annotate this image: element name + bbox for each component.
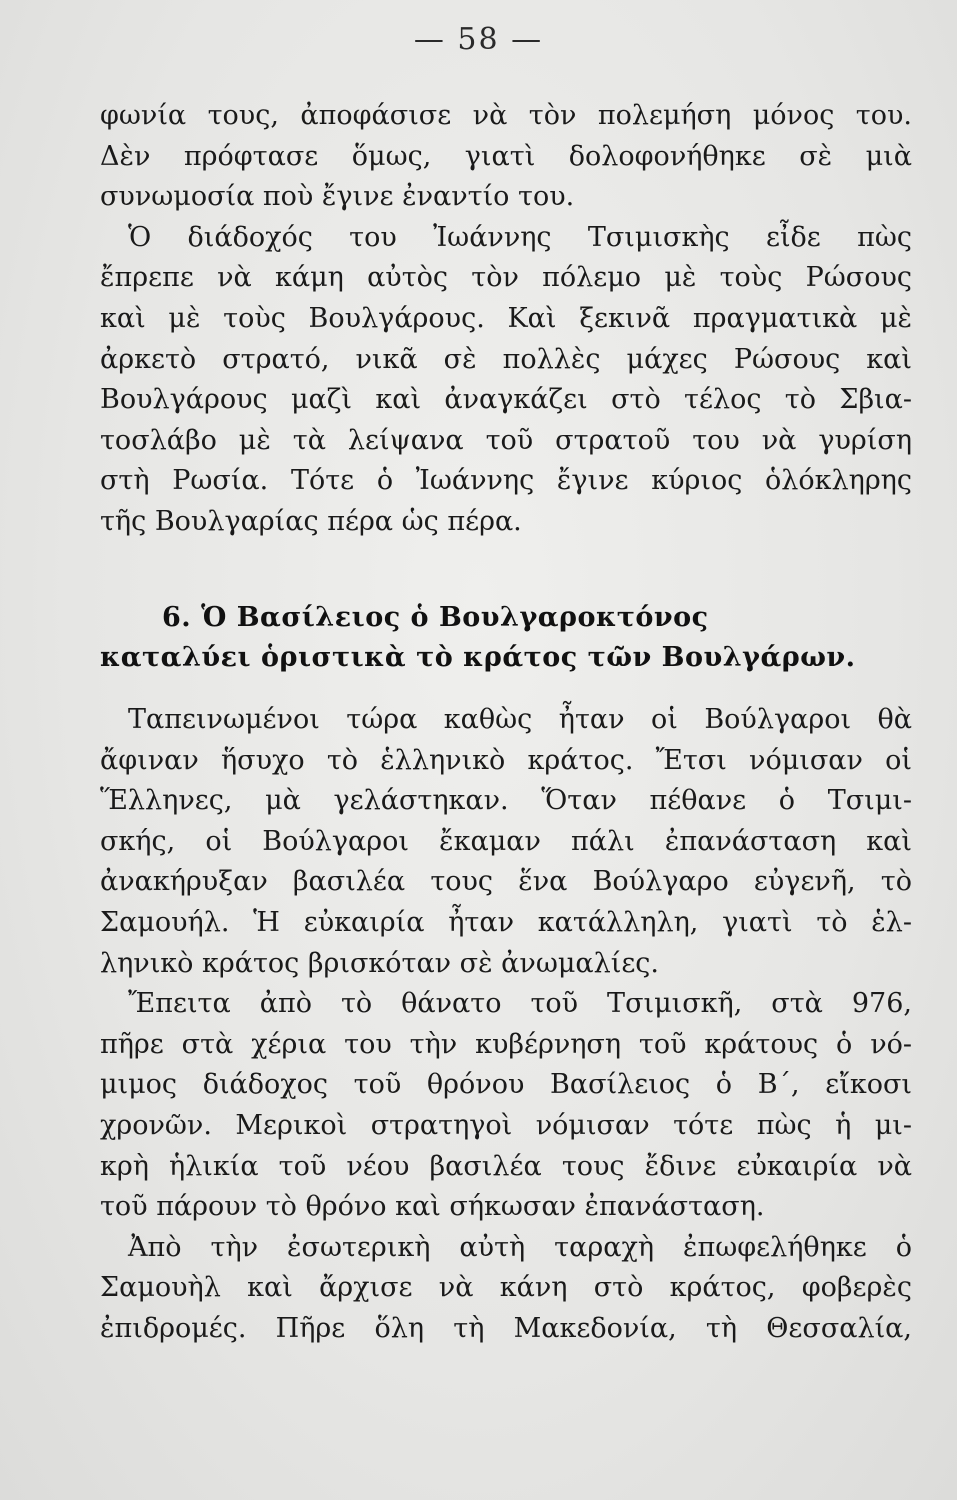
paragraph-4 (100, 984, 912, 1228)
text-block-lower (100, 700, 912, 1350)
text-line: ἔπρεπε νὰ κάμη αὐτὸς τὸν πόλεμο μὲ τοὺς Ρώσους (100, 262, 912, 294)
text-line: μιμος διάδοχος τοῦ θρόνου Βασίλειος ὁ Β΄, εἴκοσι (100, 1069, 912, 1101)
text-line: Ταπεινωμένοι τώρα καθὼς ἦταν οἱ Βούλγαροι θὰ (128, 704, 912, 735)
text-line: τοῦ πάρουν τὸ θρόνο καὶ σήκωσαν ἐπανάσταση. (100, 1191, 765, 1223)
text-line: φωνία τους, ἀποφάσισε νὰ τὸν πολεμήση μόνος του. (100, 100, 912, 131)
text-line: σκής, οἱ Βούλγαροι ἔκαμαν πάλι ἐπανάσταση καὶ (100, 825, 912, 857)
section-heading (100, 598, 912, 678)
text-line: συνωμοσία ποὺ ἔγινε ἐναντίο του. (100, 181, 575, 213)
paragraph-1 (100, 96, 912, 218)
text-line: Ἀπὸ τὴν ἐσωτερικὴ αὐτὴ ταραχὴ ἐπωφελήθηκε ὁ (128, 1231, 912, 1263)
text-line: κρὴ ἡλικία τοῦ νέου βασιλέα τους ἔδινε εὐκαιρία νὰ (100, 1150, 912, 1182)
text-line: Ἕλληνες, μὰ γελάστηκαν. Ὅταν πέθανε ὁ Τσιμι- (100, 785, 912, 817)
text-line: καὶ μὲ τοὺς Βουλγάρους. Καὶ ξεκινᾶ πραγματικὰ μὲ (100, 302, 912, 334)
text-block-upper (100, 96, 912, 543)
text-line: Δὲν πρόφτασε ὅμως, γιατὶ δολοφονήθηκε σὲ μιὰ (100, 140, 912, 172)
text-line: Σαμουὴλ καὶ ἄρχισε νὰ κάνη στὸ κράτος, φοβερὲς (100, 1272, 912, 1304)
text-line: Ἔπειτα ἀπὸ τὸ θάνατο τοῦ Τσιμισκῆ, στὰ 976, (128, 988, 912, 1020)
text-line: πῆρε στὰ χέρια του τὴν κυβέρνηση τοῦ κράτους ὁ νό- (100, 1028, 912, 1060)
section-heading-line: 6. Ὁ Βασίλειος ὁ Βουλγαροκτόνος (162, 602, 709, 633)
section-heading-line: καταλύει ὁριστικὰ τὸ κράτος τῶν Βουλγάρων. (100, 642, 856, 673)
text-line: ἀνακήρυξαν βασιλέα τους ἕνα Βούλγαρο εὐγενῆ, τὸ (100, 866, 912, 898)
text-line: Ὁ διάδοχός του Ἰωάννης Τσιμισκὴς εἶδε πὼς (128, 221, 912, 253)
text-line: χρονῶν. Μερικοὶ στρατηγοὶ νόμισαν τότε πὼς ἡ μι- (100, 1109, 912, 1141)
text-line: Σαμουήλ. Ἡ εὐκαιρία ἦταν κατάλληλη, γιατὶ τὸ ἑλ- (100, 906, 912, 938)
paragraph-5 (100, 1228, 912, 1350)
text-line: στὴ Ρωσία. Τότε ὁ Ἰωάννης ἔγινε κύριος ὁλόκληρης (100, 465, 912, 497)
text-line: Βουλγάρους μαζὶ καὶ ἀναγκάζει στὸ τέλος τὸ Σβια- (100, 384, 912, 416)
text-line: ἄφιναν ἥσυχο τὸ ἑλληνικὸ κράτος. Ἔτσι νόμισαν οἱ (100, 744, 912, 776)
text-line: ἐπιδρομές. Πῆρε ὅλη τὴ Μακεδονία, τὴ Θεσσαλία, (100, 1312, 912, 1344)
page-number: — 58 — (413, 22, 544, 57)
text-line: τῆς Βουλγαρίας πέρα ὡς πέρα. (100, 505, 522, 537)
text-line: ἀρκετὸ στρατό, νικᾶ σὲ πολλὲς μάχες Ρώσους καὶ (100, 343, 912, 375)
text-line: τοσλάβο μὲ τὰ λείψανα τοῦ στρατοῦ του νὰ γυρίση (100, 424, 912, 456)
text-line: ληνικὸ κράτος βρισκόταν σὲ ἀνωμαλίες. (100, 947, 660, 979)
paragraph-2 (100, 218, 912, 543)
paragraph-3 (100, 700, 912, 984)
